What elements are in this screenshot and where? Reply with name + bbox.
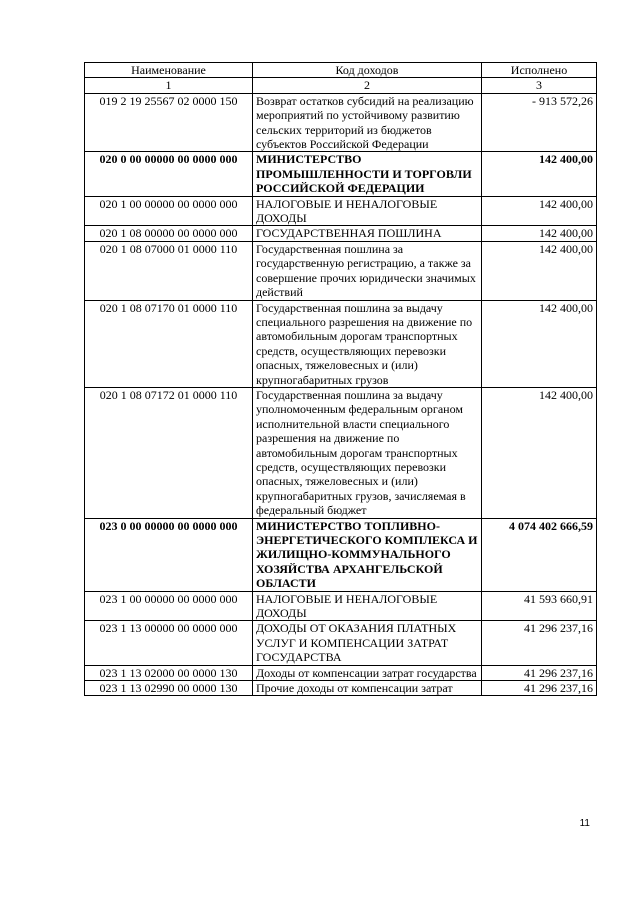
row-name: Государственная пошлина за выдачу специального разрешения на движение по автомобильным дорогам транспортных средств, осуществляющих перевозки опасных, тяжеловесных и (или) крупногабаритных грузов bbox=[253, 300, 482, 387]
column-number-1: 1 bbox=[85, 78, 253, 93]
page-number: 11 bbox=[579, 818, 590, 829]
row-amount: 142 400,00 bbox=[482, 241, 597, 300]
table-row bbox=[85, 591, 597, 621]
row-name: МИНИСТЕРСТВО ТОПЛИВНО-ЭНЕРГЕТИЧЕСКОГО КОМПЛЕКСА И ЖИЛИЩНО-КОММУНАЛЬНОГО ХОЗЯЙСТВА АРХАНГЕЛЬСКОЙ ОБЛАСТИ bbox=[253, 518, 482, 591]
row-name: ГОСУДАРСТВЕННАЯ ПОШЛИНА bbox=[253, 226, 482, 241]
row-amount: 41 296 237,16 bbox=[482, 621, 597, 665]
row-name: Государственная пошлина за выдачу уполномоченным федеральным органом исполнительной власти специального разрешения на движение по автомобильным дорогам транспортных средств, осуществляющих перевозки опасных, тяжеловесных и (или) крупногабаритных грузов, зачисляемая в федеральный бюджет bbox=[253, 387, 482, 518]
row-name: ДОХОДЫ ОТ ОКАЗАНИЯ ПЛАТНЫХ УСЛУГ И КОМПЕНСАЦИИ ЗАТРАТ ГОСУДАРСТВА bbox=[253, 621, 482, 665]
table-row bbox=[85, 665, 597, 680]
column-number-row bbox=[85, 78, 597, 93]
table-row bbox=[85, 226, 597, 241]
row-code: 019 2 19 25567 02 0000 150 bbox=[85, 93, 253, 152]
row-name: Доходы от компенсации затрат государства bbox=[253, 665, 482, 680]
row-amount: 142 400,00 bbox=[482, 226, 597, 241]
row-code: 020 1 00 00000 00 0000 000 bbox=[85, 196, 253, 226]
row-code: 020 0 00 00000 00 0000 000 bbox=[85, 152, 253, 196]
row-code: 023 0 00 00000 00 0000 000 bbox=[85, 518, 253, 591]
row-code: 020 1 08 07170 01 0000 110 bbox=[85, 300, 253, 387]
row-name: Возврат остатков субсидий на реализацию мероприятий по устойчивому развитию сельских территорий из бюджетов субъектов Российской Федерации bbox=[253, 93, 482, 152]
table-body bbox=[85, 93, 597, 696]
column-number-3: 3 bbox=[482, 78, 597, 93]
row-amount: 142 400,00 bbox=[482, 152, 597, 196]
row-amount: 142 400,00 bbox=[482, 300, 597, 387]
row-amount: 41 296 237,16 bbox=[482, 681, 597, 696]
table-row bbox=[85, 241, 597, 300]
row-name: Государственная пошлина за государственную регистрацию, а также за совершение прочих юридически значимых действий bbox=[253, 241, 482, 300]
table-header-row bbox=[85, 63, 597, 78]
row-name: НАЛОГОВЫЕ И НЕНАЛОГОВЫЕ ДОХОДЫ bbox=[253, 591, 482, 621]
table-row bbox=[85, 300, 597, 387]
table-row bbox=[85, 621, 597, 665]
table-row bbox=[85, 93, 597, 152]
row-amount: 142 400,00 bbox=[482, 387, 597, 518]
table-row bbox=[85, 196, 597, 226]
header-code: Код доходов bbox=[253, 63, 482, 78]
row-code: 020 1 08 07172 01 0000 110 bbox=[85, 387, 253, 518]
row-code: 020 1 08 07000 01 0000 110 bbox=[85, 241, 253, 300]
row-code: 023 1 13 02990 00 0000 130 bbox=[85, 681, 253, 696]
revenue-table bbox=[84, 62, 597, 696]
row-code: 020 1 08 00000 00 0000 000 bbox=[85, 226, 253, 241]
row-name: Прочие доходы от компенсации затрат bbox=[253, 681, 482, 696]
table-row bbox=[85, 387, 597, 518]
row-amount: 41 296 237,16 bbox=[482, 665, 597, 680]
row-code: 023 1 13 02000 00 0000 130 bbox=[85, 665, 253, 680]
row-code: 023 1 00 00000 00 0000 000 bbox=[85, 591, 253, 621]
header-executed: Исполнено bbox=[482, 63, 597, 78]
row-amount: - 913 572,26 bbox=[482, 93, 597, 152]
row-amount: 4 074 402 666,59 bbox=[482, 518, 597, 591]
row-amount: 142 400,00 bbox=[482, 196, 597, 226]
row-code: 023 1 13 00000 00 0000 000 bbox=[85, 621, 253, 665]
header-name: Наименование bbox=[85, 63, 253, 78]
table-row bbox=[85, 152, 597, 196]
column-number-2: 2 bbox=[253, 78, 482, 93]
row-name: НАЛОГОВЫЕ И НЕНАЛОГОВЫЕ ДОХОДЫ bbox=[253, 196, 482, 226]
row-amount: 41 593 660,91 bbox=[482, 591, 597, 621]
table-row bbox=[85, 518, 597, 591]
row-name: МИНИСТЕРСТВО ПРОМЫШЛЕННОСТИ И ТОРГОВЛИ РОССИЙСКОЙ ФЕДЕРАЦИИ bbox=[253, 152, 482, 196]
table-row bbox=[85, 681, 597, 696]
